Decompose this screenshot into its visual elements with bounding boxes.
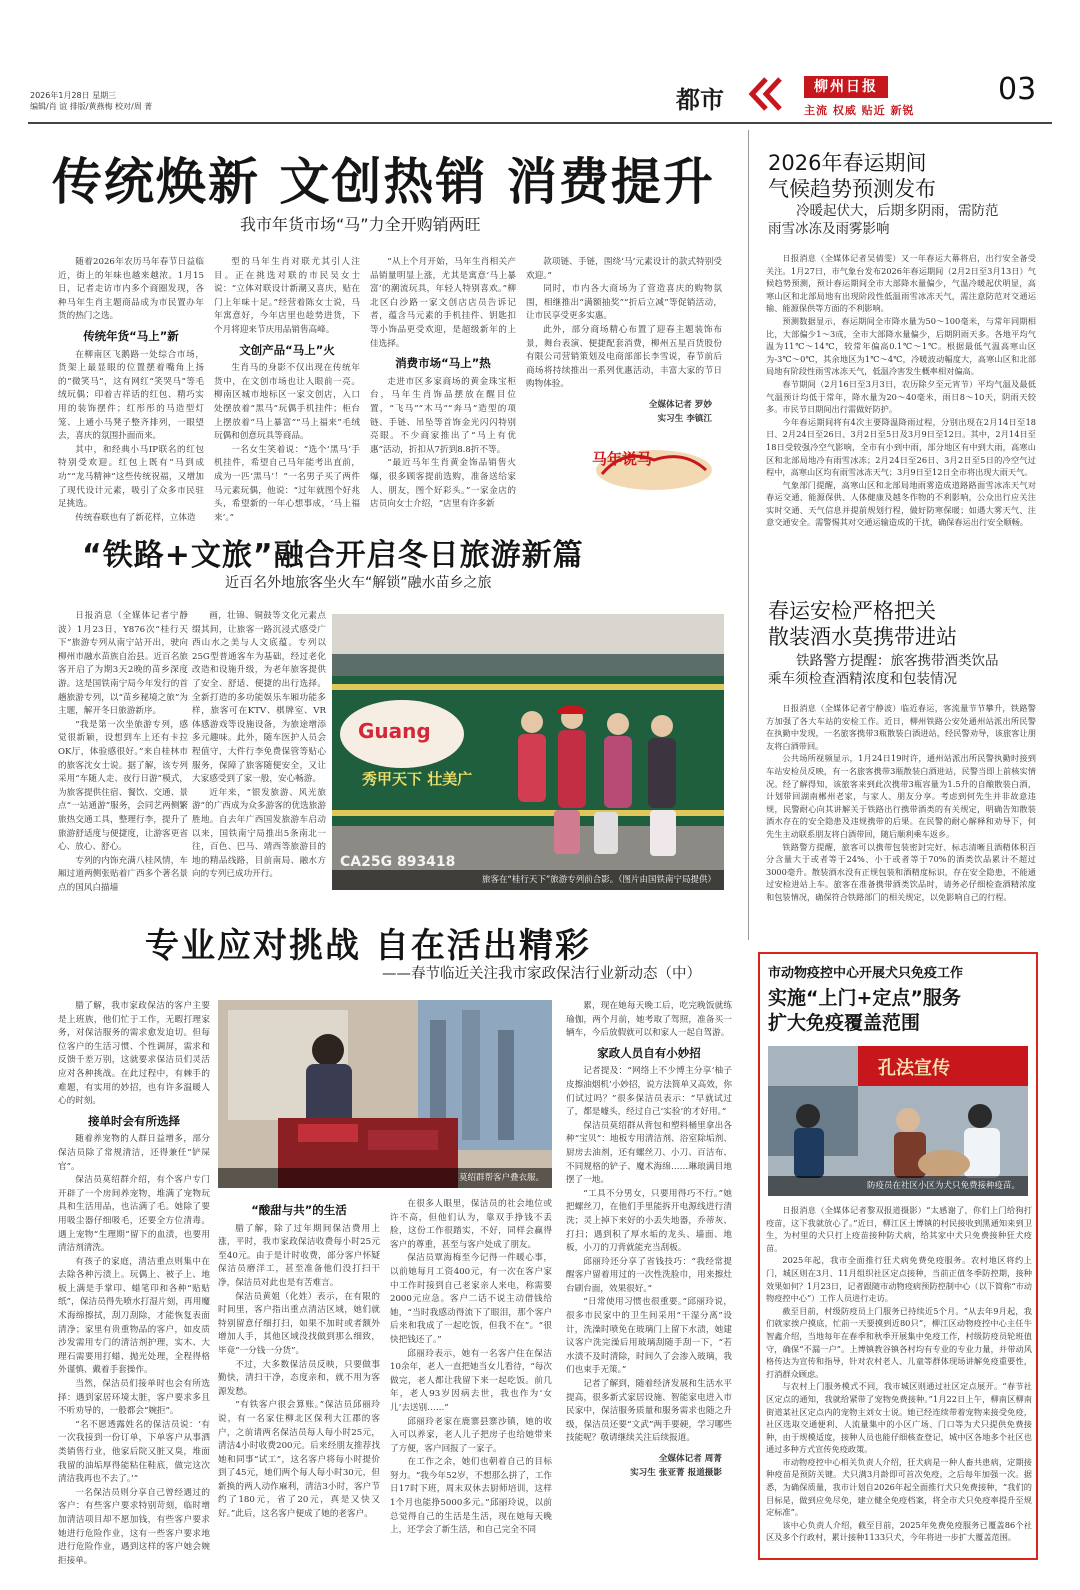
banner-slogan-text: 秀甲天下 壮美广 [362, 770, 473, 788]
article1-subhead-1: 传统年货“马上”新 [83, 328, 179, 343]
issue-meta [30, 90, 152, 112]
issue-editors: 编辑/肖 谊 排版/黄燕梅 校对/周 菁 [30, 102, 153, 111]
security-body: 日报消息（全媒体记者宁静波）临近春运，客流量节节攀升，铁路警方加强了各大车站的安检工作。近日，柳州铁路公安处通州站派出所民警在执勤中发现，一名旅客携带3瓶散装白酒进站，经民警劝导，该旅客让朋友将白酒带回。 公共场所视频显示，1月24日19时许，通州站派出所民警执勤时接到车站安检员反映，有一名旅客携带3瓶散装白酒进站，民警当即上前核实情况。经了解得知，该旅客来到此次携带3瓶容量为1.5升的自酿散装白酒，计划带回湖南郴州老家，与家人、朋友分享。考虑到何先生并非故意违规，民警耐心向其讲解关于铁路出行携带酒类的有关规定，明确告知散装酒水存在的安全隐患及违规携带的后果。在民警的耐心解释和劝导下，何先生主动联系朋友将白酒带回，随后顺利乘车返乡。 铁路警方提醒，旅客可以携带包装密封完好、标志清晰且酒精体积百分含量大于或者等于24%、小于或者等于70%的酒类饮品累计不超过3000毫升。散装酒水没有正规包装和酒精度标识，存在安全隐患，不能通过安检进站上车。旅客在准备携带酒类饮品时，请务必仔细检查酒精浓度和包装情况，确保符合铁路部门的相关规定，以免影响自己的行程。 [766, 703, 1036, 902]
vaccine-body: 日报消息（全媒体记者黎双报道摄影）“太感谢了，你们上门给狗打疫苗，这下我就放心了。”近日，柳江区土博镇的村民接收到黑通知来到卫生，为村里的犬只打上疫苗接种防犬病，给其家中犬只免费接种狂犬疫苗。 2025年起，我市全面推行狂犬病免费免疫服务。农村地区将约上门，城区则在3月、11月组织社区定点接种，当前正值冬季防控期，接种效果如何？1月23日，记者跟随市动物疫病预防控制中心（以下简称“市动物疫控中心”）工作人员进行走访。 截至目前，村级防疫员上门服务已持续近5个月。“从去年9月起，我们就家挨户摸底，忙前一天要摸到近80只”，柳江区动物疫控中心主任牛智鑫介绍，当地每年在春季和秋季开展集中免疫工作，村级防疫员轮班值守，确保“不漏一户”。上博镇教谷镇各村均有专业的专业力量，并带动风格传达为宣传和指导，针对农村老人、儿童等群体现场讲解免疫重要性，打消群众顾虑。 与农村上门服务模式不同，我市城区则通过社区定点展开。“春节社区定点的通知，我就给紧带了宠物免费接种。”1月22日上午，柳南区柳南街道某社区定点内的宠物主刘女士说。她已经连续带着宠物来接受免疫，社区选取交通便利、人流量集中的小区广场、门口等为犬只提供免费接种，由于规模适度，接种人员也能仔细核查登记，城中区各地多个社区也通过多种方式宣传免疫政策。 市动物疫控中心相关负责人介绍，狂犬病是一种人畜共患病，定期接种疫苗是预防关键。犬只满3月龄即可首次免疫，之后每年加强一次。据悉，为确保质量，我市计划自2026年起全面推行犬只免费接种，“我们的目标是，做到应免尽免，建立健全免疫档案，将全市犬只免疫率提升至规定标准”。 该中心负责人介绍，截至目前，2025年免费免疫服务已覆盖86个社区及多个行政村，累计接种1133只犬，今年将进一步扩大覆盖范围。 [766, 1205, 1032, 1543]
vaccine-photo-sign: 孔法宣传 [878, 1058, 950, 1079]
article3-column-4: 累，现在她每天晚工后，吃完晚饭就练瑜伽，两个月前，她考取了驾照，准备买一辆车，今后放假就可以和家人一起自驾游。 家政人员自有小妙招 记者提及：“网络上不少博主分享‘柚子皮擦油烟机’小妙招，说方法简单又高效，你们试过吗？”很多保洁员表示：“早就试过了，都是噱头，经过自己‘实验’的才好用。” 保洁员莫绍群从背包和塑料桶里拿出各种“宝贝”：地板专用清洁剂、浴室除垢剂、厨房去油剂，还有螺丝刀、小刀、百洁布、不同规格的铲子、魔术海绵……琳琅满目地摆了一地。 “工具不分男女，只要用得巧不行。”她把螺丝刀，在他们手里能拆开电源线进行清洗；灵上掉下来好的小丢失地器，乔蒂灰、打扫；遇到积了厚水垢的龙头、墙面、地板，小刀的刀背就能充当刮板。 邱丽玲还分享了省钱技巧：“我经常提醒客户留着用过的一次性洗脸巾，用来擦灶台刷台面，效果很好。” “日常使用习惯也很重要。”邱丽玲说，很多市民家中的卫生间采用“干湿分离”设计，洗澡时喷免在玻璃门上留下水渍，她建议客户洗完澡后用玻璃刮随手刮一下，“若水渍不及时清除，时间久了会渗入玻璃，我们也束手无策。” 记者了解到，随着经济发展和生活水平提高，很多新式家居设施、智能家电进入市民家中，保洁服务质量和服务需求也随之升级，保洁员还要“文武”两手要硬，学习哪些技能呢？敬请继续关注后续报道。 全媒体记者 周菁 实习生 张亚菁 报道摄影 [566, 1001, 733, 1478]
article1-subhead-3: 消费市场“马上”热 [395, 356, 491, 371]
train-photo-caption: 旅客在“桂行天下”旅游专列前合影。（图片由国铁南宁局提供） [332, 870, 724, 890]
housekeeping-photo [218, 1000, 552, 1188]
weather-subheadline: 冷暖起伏大，后期多阴雨，需防范 雨雪冰冻及雨雾影响 [768, 203, 999, 237]
article3-column-1: 腊了解，我市家政保洁的客户主要是上班族，他们忙于工作，无暇打理家务，对保洁服务的需求愈发迫切。但每位客户的生活习惯、个性调屏，需求和反馈千差万别，这就要求保洁员们灵活应对各种挑战。在此过程中，有棘手的难题，有实用的妙招，也有许多温暖人心的时刻。 接单时会有所选择 随着养宠物的人群日益增多，部分保洁员除了常规清洁，还得兼任“铲屎官”。 保洁员莫绍群介绍，有个客户专门开辟了一个房间养宠物，堆满了宠物玩具和生活用品，也沾满了毛。她除了要用吸尘器仔细吸毛，还要全方位清毒。遇上宠物“生理期”留下的血渍，也要用清洁剂清洗。 有孩子的家庭，清洁重点则集中在去除各种污渍上。玩偶上、被子上、地板上满是手掌印、蜡笔印和各种“贴贴纸”，保洁员得先喷水打湿片刻，再用魔术海绵擦拭，刮刀刮除，才能恢复表面清净；家里有贵重物品的客户，如皮质沙发需用专门的清洁剂护理，实木、大理石需要用打蜡、抛光处理，全程得格外谨慎、戴着手套操作。 当然，保洁员们接单时也会有所选择：遇到家居环境太脏，客户要求多且不听劝导的，一般都会“婉拒”。 “名不愿透露姓名的保洁员说：‘有一次我接到一份订单，下单客户从事洒类销售行业，他家后院又脏又臭，堆面我留的油垢厚得能粘住鞋底，做完这次清洁我再也不去了。’” 一名保洁员则分享自己曾经遇过的客户：有些客户要求特别苛刻，临时增加清洁项目却不愿加钱，有些客户要求她进行危险作业，这有一些客户要求地进行危险作业，遇到这样的客户她会婉拒接单。 [58, 1001, 210, 1566]
weather-headline: 2026年春运期间 气候趋势预测发布 [768, 151, 936, 201]
article3-subhead-1: 接单时会有所选择 [88, 1113, 180, 1128]
article2-column-1: 日报消息（全媒体记者宁静波）1月23日，Y876次“桂行天下”旅游专列从南宁站开出，驶向柳州市融水苗族自治县。近百名旅客开启了为期3天2晚的苗乡深度游。这是国铁南宁局今年发行的首趟旅游专列，以“苗乡秘境之旅”为主题，解开冬日旅游新序。 “我是第一次坐旅游专列，感觉很新颖，设想到车上还有卡拉OK厅，体验感很好。”来自桂林市的旅客沈女士说。据了解，该专列采用“车随人走、夜行日游”模式，为旅客提供住宿、餐饮、交通、景点“一站通游”服务，会同艺两侧繁旅热交通工具，整理行李，提升了旅游舒适度与便捷度，让游客更省心、放心、舒心。 专列的内饰充满八桂风情，车厢过道两侧张贴着广西多个著名景点的国风白描墙 [58, 611, 188, 893]
article1-headline: 传统焕新 文创热销 消费提升 [52, 153, 715, 211]
housekeeping-photo-image [218, 1000, 552, 1188]
article1-byline: 全媒体记者 罗妙 实习生 李镇江 [648, 399, 712, 424]
article3-byline: 全媒体记者 周菁 实习生 张亚菁 报道摄影 [630, 1454, 722, 1478]
article3-subhead-3: 家政人员自有小妙招 [597, 1045, 701, 1060]
article1-subheadline: 我市年货市场“马”力全开购销两旺 [240, 215, 481, 234]
page-number: 03 [998, 72, 1037, 107]
masthead [28, 66, 1052, 128]
article1-column-1: 随着2026年农历马年春节日益临近，街上的年味也越来越浓。1月15日，记者走访市内多个商圈发现，各种马年生肖主题商品成为市民置办年货的热门之选。 传统年货“马上”新 在柳南区飞鹅路一处综合市场，货架上最显眼的位置摆着嘴角上扬的“微笑马”，这有网红“笑哭马”等毛绒玩偶；印着吉祥话的红包、精巧实用的装饰摆件；红彤彤的马造型灯笼、上通小马凳子整齐排列，一眼望去，喜庆的氛围扑面而来。 其中，和经典小马IP联名的红包特别受欢迎。红包上既有“马到成功”“龙马精神”这些传统祝福，又增加了现代设计元素，吸引了众多市民驻足挑选。 传统春联也有了新花样，立体造 [58, 257, 204, 523]
masthead-rule [28, 122, 1052, 124]
housekeeping-photo-caption: 莫绍群帮客户叠衣服。 [218, 1168, 552, 1188]
article3-column-2: “酸甜与共”的生活 腊了解，除了过年期间保洁费用上涨，平时，我市家政保洁收费每小时25元至40元。由于是计时收费，部分客户怀疑保洁员磨洋工，甚至准备他们没打扫干净，保洁员对此也是有苦难言。 保洁员黄姐（化姓）表示，在有限的时间里，客户指出重点清洁区域，她们就特别留意仔细打扫，如果不加时或者额外增加人手，其他区域没找做到那么细致，毕竟“一分钱一分货”。 不过，大多数保洁员反映，只要做事勤快，清扫干净，态度亲和，就不用为客源发愁。 “有铁客户很会算账。”保洁员邱丽玲说，有一名家住柳北区保利大江郡的客户，之前请两名保洁员每人每小时25元，清洁4小时收费200元。后来经朋友推荐找她和同事“试工”，这名客户将每小时提价到了45元，她们两个每人每小时30元，但新换的两人动作麻利，清洁3小时，客户节约了180元，省了20元，真是又快又好。”此后，这名客户便成了她的老客户。 [218, 1203, 380, 1520]
column-divider [748, 130, 749, 940]
weather-body: 日报消息（全媒体记者吴倩雯）又一年春运大幕将启，出行安全备受关注。1月27日，市气象台发布2026年春运期间（2月2日至3月13日）气候趋势预测，预计春运期间全市大部降水量偏少，气温冷暖起伏明显，高寒山区和北部局地有出现阶段性低温雨雪冰冻天气，需注意防范对交通运输、能源保供等方面的不利影响。 预测数据显示，春运期间全市降水量为50～100毫米，与常年同期相比，大部偏少1～3成，全市大部降水量偏少，后期阴雨天多。各地平均气温为11℃～14℃，较常年偏高0.1℃～1℃。根据最低气温高寒山区为-3℃～0℃，其余地区为1℃～4℃，冷暖波动幅度大，高寒山区和北部局地有阶段性雨雪冰冻天气，低温冷害发生概率相对偏高。 春节期间（2月16日至3月3日，农历除夕至元宵节）平均气温及最低气温预计均低于常年，降水量为20～40毫米，雨日8～10天，阴雨天较多。市民节日期间出行需做好防护。 今年春运期间将有4次主要降温降雨过程，分别出现在2月14日至18日、2月24日至26日、3月2日至5日及3月9日至12日。其中，2月14日至18日受较强冷空气影响，全市有小到中雨，部分地区有中到大雨，高寒山区和北部局地冷有雨雪冰冻；2月24日至26日、3月2日至5日的冷空气过程中，高寒山区均有雨雪冰冻天气；3月9日至12日全市将出现大雨天气。 气象部门提醒，高寒山区和北部局地雨雾造成道路路面雪冰冻天气对春运交通、能源保供、人体健康及越冬作物的不利影响，公众出行应关注实时交通、天气信息并提前规划行程，做好防寒保暖；如遇大雾天气、注意交通安全。需警惕其对交通运输造成的干扰，确保春运出行安全顺畅。 [766, 253, 1036, 528]
article2-subheadline: 近百名外地旅客坐火车“解锁”融水苗乡之旅 [225, 575, 492, 591]
vaccine-photo [768, 1046, 1028, 1196]
security-subheadline: 铁路警方提醒：旅客携带酒类饮品 乘车须检查酒精浓度和包装情况 [768, 653, 999, 687]
issue-date: 2026年1月28日 星期三 [30, 91, 117, 100]
article3-headline: 专业应对挑战 自在活出精彩 [145, 926, 591, 966]
article2-column-2: 画，壮锦、铜鼓等文化元素点缀其间，让旅客一路沉浸式感受广西山水之美与人文底蕴。专列以25G型普通客车为基础，经过老化改造和设施升级，为老年旅客提供了安全、舒适、便捷的出行选择。全新打造的多功能娱乐车厢功能多样，旅客可在KTV、棋牌室、VR体感游戏等设施设备，为旅途增添多元趣味。此外，随车医护人员会程值守，大件行李免费保管等贴心服务，保障了旅客随便安全，又让大家感受到了家一般，安心畅游。 近年来，“银发旅游、风光旅游”的广西成为众多游客的优选旅游胜地。自去年广西国发旅游车启动以来，国铁南宁局推出5条南北一往，百色、巴马、靖西等旅游目的地的精品线路，目前南局、融水方向的专列已成功开行。 [192, 611, 326, 880]
security-headline: 春运安检严格把关 散装酒水莫携带进站 [768, 599, 957, 649]
chevron-left-icon [746, 76, 786, 112]
vaccine-headline: 实施“上门+定点”服务 扩大免疫覆盖范围 [768, 987, 961, 1034]
article1-column-2: 型的马年生肖对联尤其引人注目。正在挑选对联的市民吴女士说：“立体对联设计新潮又喜庆，贴在门上年味十足。”经营着陈女士说，马年寓意好，今年店里也趁势进货，下个月将迎来节庆用品销售高峰。 文创产品“马上”火 生肖马的身影不仅出现在传统年货中，在文创市场也让人眼前一亮。柳南区城市地标区一家文创店，入口处摆放着“黑马”玩偶手机挂件；柜台上摆放着“马上暴富”“马上福来”毛绒玩偶和创意玩具等商品。 一名女生笑着说：“选个‘黑马’手机挂件，希望自己马年能考出直前，成为一匹‘黑马’！”一名男子买了两件马元素玩偶，他说：“过年就图个好兆头，希望新的一年心想事成，‘马上福来’。” [214, 257, 360, 523]
newspaper-slogan: 主流 权威 贴近 新锐 [804, 104, 915, 117]
article3-subheadline: ——春节临近关注我市家政保洁行业新动态（中） [382, 966, 701, 982]
article1-subhead-2: 文创产品“马上”火 [239, 342, 335, 357]
article3-subhead-2: “酸甜与共”的生活 [251, 1203, 347, 1217]
vaccine-kicker: 市动物疫控中心开展犬只免疫工作 [768, 966, 964, 981]
horse-year-badge [584, 436, 714, 496]
train-photo-image [332, 614, 724, 890]
train-number-text: CA25G 893418 [340, 854, 456, 870]
section-name: 都市 [676, 86, 724, 114]
article3-column-3: 在很多人眼里，保洁员的社会地位或许不高，但他们认为，靠双手挣钱不丢脸，这份工作很踏实，不好，同样会赢得客户的尊重，甚至与客户处成了朋友。 保洁员覃海梅至今记得一件暖心事，以前她每月工资400元，有一次在客户家中工作时接到自己老家亲人来电，称需要2000元应急。客户二话不说主动借钱给她，“当时我感动得流下了眼泪，那个客户后来和我成了一起吃饭，但我不在”。“很快把钱还了。” 邱丽玲表示，她有一名客户住在保洁10余年，老人一直把她当女儿看待，“每次做完，老人都让我留下来一起吃饭。前几年，老人93岁因病去世，我也作为‘女儿’去送别……” 邱丽玲老家在鹿寨县寨沙镇，她的收入可以养家，老人儿子把房子也给她带来了方便，客户回报了一家子。 在工作之余，她们也朝着自己的目标努力。“我今年52岁，不想那么拼了，工作日17时下班，周末双休去厨师培训，这样1个月也能挣5000多元。”邱丽玲说，以前总觉得自己的生活是生活，现在她每天晚上，还学会了新生活，和自己完全不同 [390, 1199, 552, 1536]
vaccine-photo-caption: 防疫员在社区小区为犬只免费接种疫苗。 [768, 1176, 1028, 1196]
train-photo [332, 614, 724, 890]
banner-logo-text: Guang [358, 719, 431, 743]
horse-year-badge-text: 马年说马 [592, 450, 653, 468]
article2-headline: “铁路+文旅”融合开启冬日旅游新篇 [82, 538, 584, 573]
article1-column-3: “从上个月开始，马年生肖相关产品销量明显上涨，尤其是寓意‘马上暴富’的潮流玩具，年轻人特别喜欢。”柳北区白沙路一家文创店店员告诉记者，蕴含马元素的手机挂件、钥匙扣等小饰品更受欢迎，是超级新年的上佳选择。 消费市场“马上”热 走进市区多家商场的黄金珠宝柜台，马年生肖饰品摆放在醒目位置，“飞马”“木马”“奔马”造型的项链、手链、吊坠等首饰金光闪闪特别亮眼。不少商家推出了“马上有优惠”活动，折扣从7折到8.8折不等。 “最近马年生肖黄金饰品销售火爆，很多顾客提前选购，准备送给家人、朋友，图个好彩头。”一家金店的店员向女士介绍，“店里有许多新 [370, 257, 516, 510]
vaccine-photo-image [768, 1046, 1028, 1196]
newspaper-logo: 柳州日报 [804, 76, 888, 98]
article1-column-4: 款项链、手链，围绕‘马’元素设计的款式特别受欢迎。” 同时，市内各大商场为了营造喜庆的购物氛围，相继推出“满额抽奖”“折后立减”等促销活动，让市民享受更多实惠。 此外，部分商场精心布置了迎春主题装饰布景，舞台表演、便捷配套消费，柳州五星百货股份有限公司营销策划及电商部部长李雪说，春节前后商场将持续推出一系列优惠活动，丰富大家的节日购物体验。 全媒体记者 罗妙 实习生 李镇江 [526, 257, 722, 424]
